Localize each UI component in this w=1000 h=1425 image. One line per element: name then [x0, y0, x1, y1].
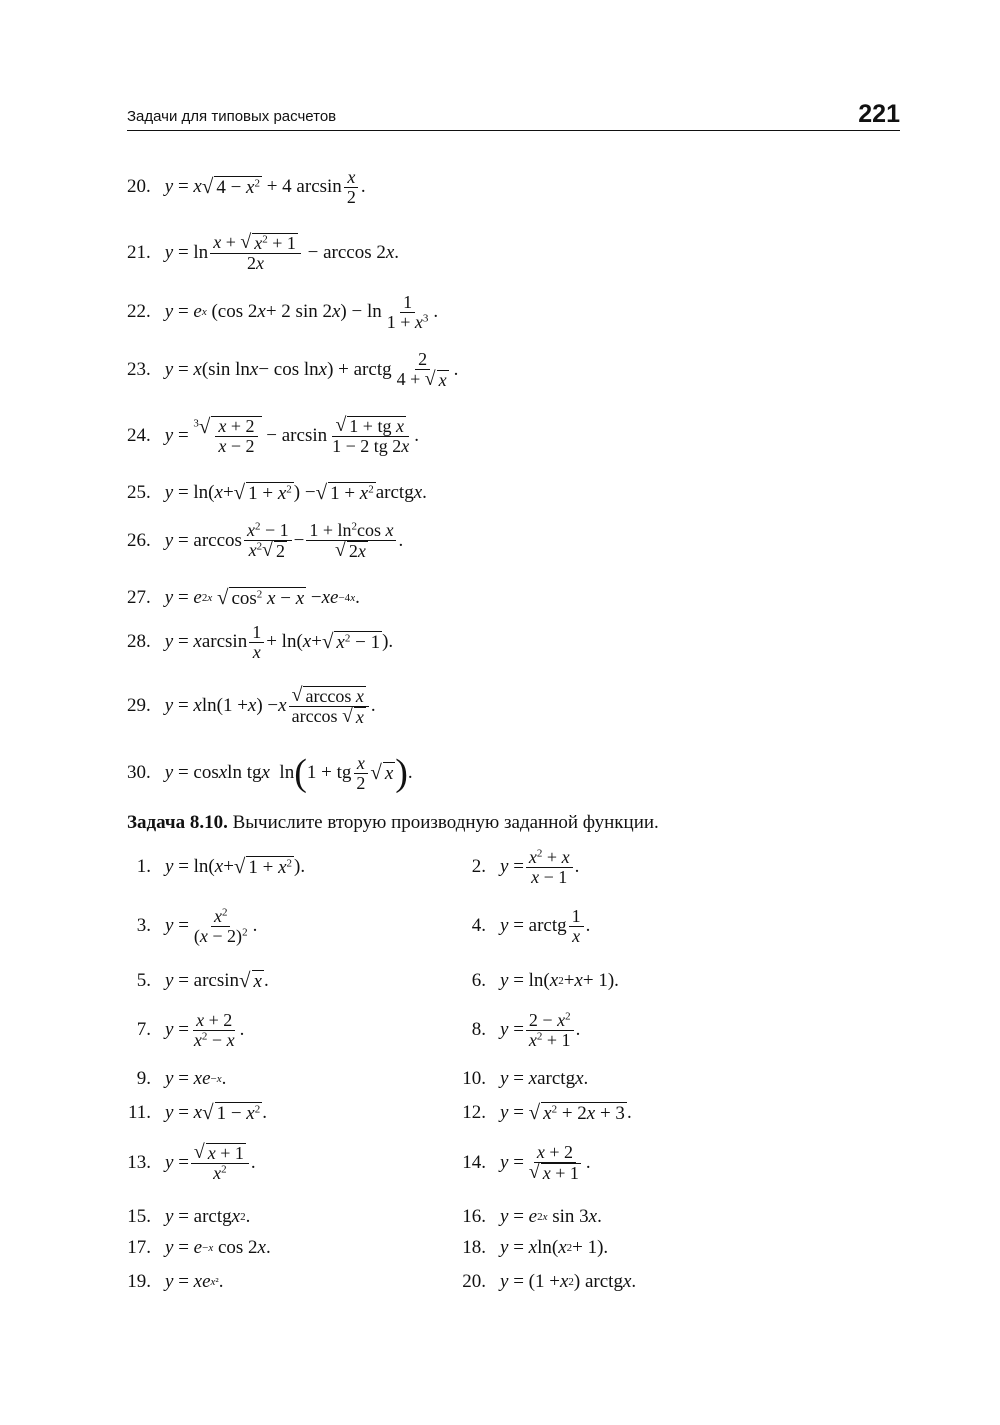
problem-formula: y = $\frac{x^2 + x}{x - 1}$ . [500, 846, 580, 887]
problem-a-27 [127, 576, 360, 620]
problem-formula: y = xe −x . [165, 1068, 227, 1089]
problem-b-7 [127, 1008, 244, 1052]
problem-formula: y = x √ $1 - x^2$ . [165, 1099, 267, 1124]
running-title: Задачи для типовых расчетов [127, 108, 337, 125]
problem-number: 14. [462, 1152, 486, 1173]
problem-a-24 [127, 414, 419, 458]
problem-b-12 [452, 1091, 632, 1135]
problem-number: 3. [136, 915, 151, 936]
problem-number: 22. [127, 301, 151, 322]
problem-number: 23. [127, 359, 151, 380]
problem-b-6 [452, 959, 619, 1003]
problem-number: 11. [127, 1102, 151, 1123]
problem-number: 15. [127, 1206, 151, 1227]
problem-b-19 [127, 1260, 223, 1304]
problem-number: 24. [127, 425, 151, 446]
task-header [127, 812, 659, 834]
problem-b-2 [452, 845, 579, 889]
running-head [127, 100, 900, 131]
problem-b-5 [127, 959, 269, 1003]
problem-formula: y = x ln( x 2 + 1). [500, 1237, 609, 1258]
problem-formula: y = x arctg x . [500, 1068, 589, 1089]
problem-b-11 [127, 1091, 267, 1135]
problem-formula: y = x arcsin $\frac{1}{x}$ + ln( x + √ $x^2 - 1$ ). [164, 621, 394, 662]
problem-number: 10. [462, 1068, 486, 1089]
problem-number: 26. [127, 530, 151, 551]
problem-b-20 [452, 1260, 636, 1304]
problem-formula: y = arcsin √ x . [165, 967, 269, 992]
problem-number: 16. [462, 1206, 486, 1227]
problem-b-1 [127, 845, 305, 889]
problem-a-30 [127, 751, 413, 795]
problem-number: 30. [127, 762, 151, 783]
problem-number: 13. [127, 1152, 151, 1173]
problem-number: 2. [471, 856, 486, 877]
problem-number: 6. [471, 970, 486, 991]
problem-formula: y = e 2x sin 3 x . [500, 1206, 602, 1227]
problem-formula: y = √ x + 1 $x^2$ . [165, 1141, 256, 1183]
problem-formula: y = √ $x^2 + 2x + 3$ . [500, 1099, 632, 1124]
problem-formula: y = $\frac{2 - x^2}{x^2 + 1}$ . [500, 1009, 581, 1050]
problem-number: 20. [462, 1271, 486, 1292]
problem-formula: y = arctg x 2 . [165, 1206, 251, 1227]
problem-formula: y = arccos $x^2 - 1$ $x^2$ √ 2 − $1 + \ln^2\cos$ x √ 2x . [164, 520, 404, 561]
problem-formula: y = e x (cos 2 x + 2 sin 2 x ) − ln $\frac{1}{1 + x^3}$ . [164, 291, 439, 332]
problem-number: 5. [136, 970, 151, 991]
task-text: Вычислите вторую производную заданной функции. [232, 812, 659, 833]
problem-a-28 [127, 620, 393, 664]
problem-formula: y = ln x + √ $x^2 + 1$ 2x − arccos 2 x . [164, 231, 400, 273]
problem-formula: y = cos x ln tg x ln ( 1 + tg $\frac{x}{2}$ √ x ) . [164, 751, 413, 794]
problem-number: 9. [136, 1068, 151, 1089]
problem-formula: y = x (sin ln x − cos ln x ) + arctg 2 4 + √ x . [164, 349, 459, 390]
problem-formula: y = x + 2 √ x + 1 . [500, 1142, 591, 1183]
problem-number: 25. [127, 482, 151, 503]
problem-b-13 [127, 1141, 256, 1185]
page-number: 221 [858, 100, 900, 128]
problem-number: 7. [136, 1019, 151, 1040]
problem-a-26 [127, 519, 403, 563]
problem-number: 27. [127, 587, 151, 608]
problem-number: 12. [462, 1102, 486, 1123]
problem-formula: y = $\frac{x^2}{(x - 2)^2}$ . [165, 905, 258, 946]
problem-number: 21. [127, 242, 151, 263]
problem-number: 20. [127, 176, 151, 197]
problem-number: 17. [127, 1237, 151, 1258]
problem-a-21 [127, 231, 399, 275]
problem-formula: y = e −x cos 2 x . [165, 1237, 271, 1258]
problem-b-8 [452, 1008, 580, 1052]
problem-a-22 [127, 290, 438, 334]
problem-a-20 [127, 165, 366, 209]
task-label: Задача 8.10. [127, 812, 228, 833]
problem-number: 29. [127, 695, 151, 716]
problem-number: 8. [471, 1019, 486, 1040]
problem-formula: y = x √ $4 - x^2$ + 4 arcsin $\frac{x}{2}$ . [164, 166, 366, 207]
problem-formula: y = arctg $\frac{1}{x}$ . [500, 905, 591, 946]
problem-number: 28. [127, 631, 151, 652]
problem-b-14 [452, 1141, 591, 1185]
problem-formula: y = ln( x + √ $1 + x^2$ ). [165, 853, 306, 878]
problem-formula: y = $^3$√ $\frac{x + 2}{x - 2}$ − arcsin √ 1 + tg x 1 − 2 tg 2x . [164, 414, 420, 456]
problem-formula: y = ln( x 2 + x + 1). [500, 970, 619, 991]
problem-a-23 [127, 348, 458, 392]
problem-a-29 [127, 684, 376, 728]
problem-number: 4. [471, 915, 486, 936]
problem-formula: y = (1 + x 2 ) arctg x . [500, 1271, 637, 1292]
problem-formula: y = ln( x + √ $1 + x^2$ ) − √ $1 + x^2$ arctg x . [164, 479, 427, 504]
problem-formula: y = e 2x √ $\cos^2 x - x$ − x e −4x . [164, 584, 360, 609]
problem-number: 18. [462, 1237, 486, 1258]
problem-formula: y = $\frac{x + 2}{x^2 - x}$ . [165, 1009, 245, 1050]
problem-b-4 [452, 904, 590, 948]
problem-formula: y = xe x² . [165, 1271, 224, 1292]
problem-a-25 [127, 471, 427, 515]
problem-formula: y = x ln(1 + x ) − x √ arccos x arccos √ x . [164, 683, 376, 727]
problem-number: 1. [136, 856, 151, 877]
problem-number: 19. [127, 1271, 151, 1292]
problem-b-3 [127, 904, 257, 948]
